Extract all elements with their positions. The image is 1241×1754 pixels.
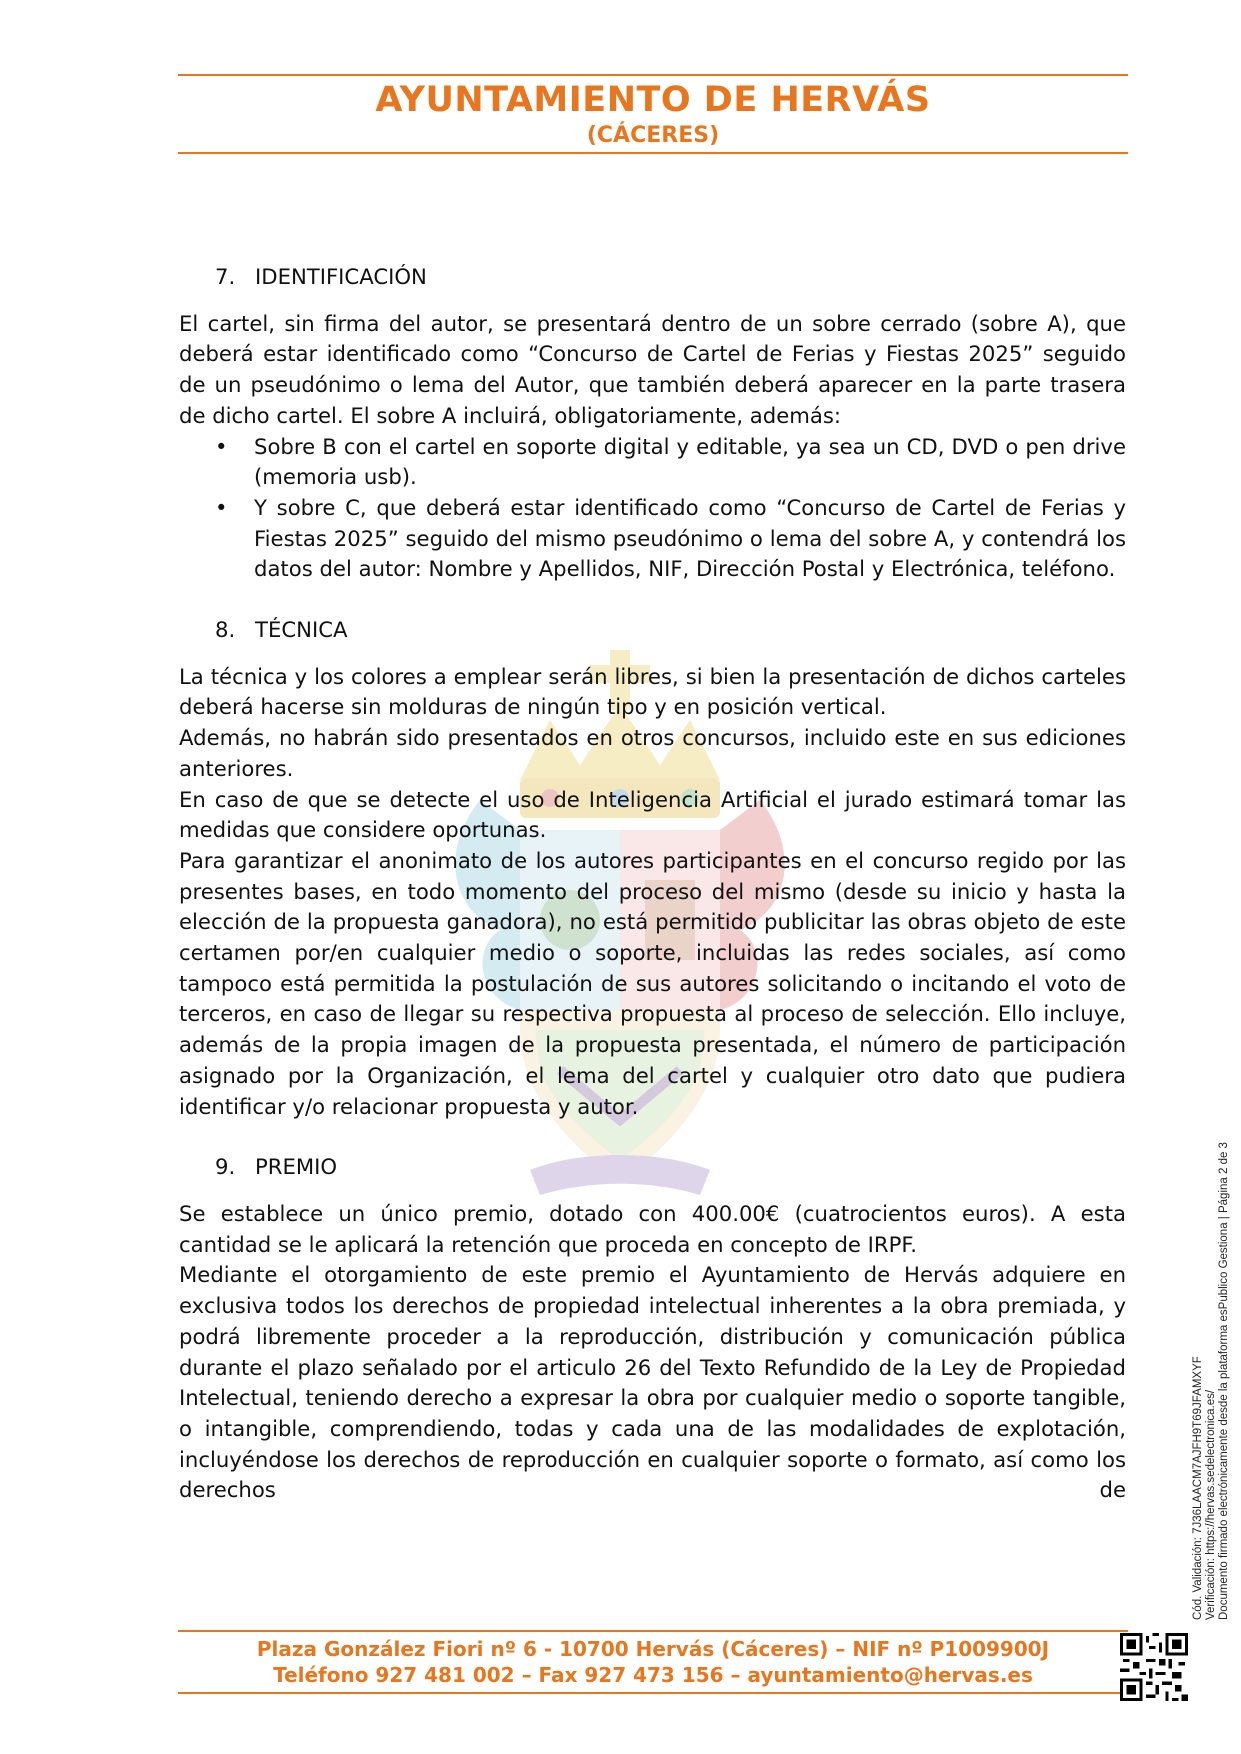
footer-top-rule: [178, 1630, 1128, 1632]
paragraph: Para garantizar el anonimato de los autores participantes en el concurso regido por las presentes bases, en todo momento del proceso del mismo (desde su inicio y hasta la elección de la propuesta ganadora), no está permitido publicitar las obras objeto de este certamen por/en cualquier medio o soporte, incluidas las redes sociales, así como tampoco está permitida la postulación de sus autores solicitando o incitando el voto de terceros, en caso de llegar su respectiva propuesta al proceso de selección. Ello incluye, además de la propia imagen de la propuesta presentada, el número de participación asignado por la Organización, el lema del cartel y cualquier otro dato que pudiera identificar y/o relacionar propuesta y autor.: [179, 847, 1126, 1119]
validation-code: Cód. Validación: 7J36LAACM7AJFH9T69JFAMXYF: [1192, 1356, 1204, 1620]
header-top-rule: [178, 74, 1128, 76]
footer-address: Plaza González Fiori nº 6 - 10700 Hervás (Cáceres) – NIF nº P1009900J: [256, 1637, 1050, 1661]
section-number: 9.: [215, 1154, 236, 1180]
section-title: PREMIO: [255, 1154, 338, 1180]
bullet-icon: •: [215, 433, 228, 459]
bullet-list: [179, 432, 1126, 586]
list-item-text: Sobre B con el cartel en soporte digital y editable, ya sea un CD, DVD o pen drive (memoria usb).: [254, 433, 1126, 490]
paragraph: Mediante el otorgamiento de este premio el Ayuntamiento de Hervás adquiere en exclusiva todos los derechos de propiedad intelectual inherentes a la obra premiada, y podrá libremente proceder a la reproducción, distribución y comunicación pública durante el plazo señalado por el articulo 26 del Texto Refundido de la Ley de Propiedad Intelectual, teniendo derecho a expresar la obra por cualquier medio o soporte tangible, o intangible, comprendiendo, todas y cada una de las modalidades de explotación, incluyéndose los derechos de reproducción en cualquier soporte o formato, así como los derechos de: [179, 1262, 1126, 1503]
section-heading: [215, 615, 1126, 646]
section-title: TÉCNICA: [255, 617, 348, 643]
list-item: [179, 432, 1126, 493]
paragraph: El cartel, sin firma del autor, se presentará dentro de un sobre cerrado (sobre A), que deberá estar identificado como “Concurso de Cartel de Ferias y Fiestas 2025” seguido de un pseudónimo o lema del Autor, que también deberá aparecer en la parte trasera de dicho cartel. El sobre A incluirá, obligatoriamente, además:: [179, 310, 1126, 428]
validation-stamp: [1192, 1100, 1231, 1620]
section-heading: [215, 1152, 1126, 1183]
section-number: 8.: [215, 617, 236, 643]
document-body: [179, 262, 1126, 1506]
municipality-title: AYUNTAMIENTO DE HERVÁS: [375, 80, 931, 120]
province-subtitle: (CÁCERES): [586, 123, 720, 148]
section-number: 7.: [215, 264, 236, 289]
list-item-text: Y sobre C, que deberá estar identificado como “Concurso de Cartel de Ferias y Fiestas 2025” seguido del mismo pseudónimo o lema del sobre A, y contendrá los datos del autor: Nombre y Apellidos, NIF, Dirección Postal y Electrónica, teléfono.: [254, 494, 1126, 582]
section-title: IDENTIFICACIÓN: [255, 264, 427, 289]
paragraph: La técnica y los colores a emplear serán libres, si bien la presentación de dichos carteles deberá hacerse sin molduras de ningún tipo y en posición vertical.: [179, 663, 1126, 720]
header-bottom-rule: [178, 152, 1128, 154]
paragraph: En caso de que se detecte el uso de Inteligencia Artificial el jurado estimará tomar las medidas que considere oportunas.: [179, 786, 1126, 843]
footer-contact: Teléfono 927 481 002 – Fax 927 473 156 – ayuntamiento@hervas.es: [273, 1663, 1033, 1687]
verification-url: Verificación: https://hervas.sedelectronica.es/: [1205, 1389, 1217, 1620]
paragraph: Además, no habrán sido presentados en otros concursos, incluido este en sus ediciones anteriores.: [179, 725, 1126, 781]
footer-bottom-rule: [178, 1692, 1128, 1694]
list-item: [179, 493, 1126, 585]
paragraph: Se establece un único premio, dotado con 400.00€ (cuatrocientos euros). A esta cantidad se le aplicará la retención que proceda en concepto de IRPF.: [179, 1200, 1126, 1257]
qr-code-icon: [1120, 1633, 1188, 1701]
signature-note: Documento firmado electrónicamente desde la plataforma esPublico Gestiona | Página 2 de 3: [1218, 1142, 1230, 1620]
section-heading: [215, 262, 1126, 293]
bullet-icon: •: [215, 494, 228, 520]
